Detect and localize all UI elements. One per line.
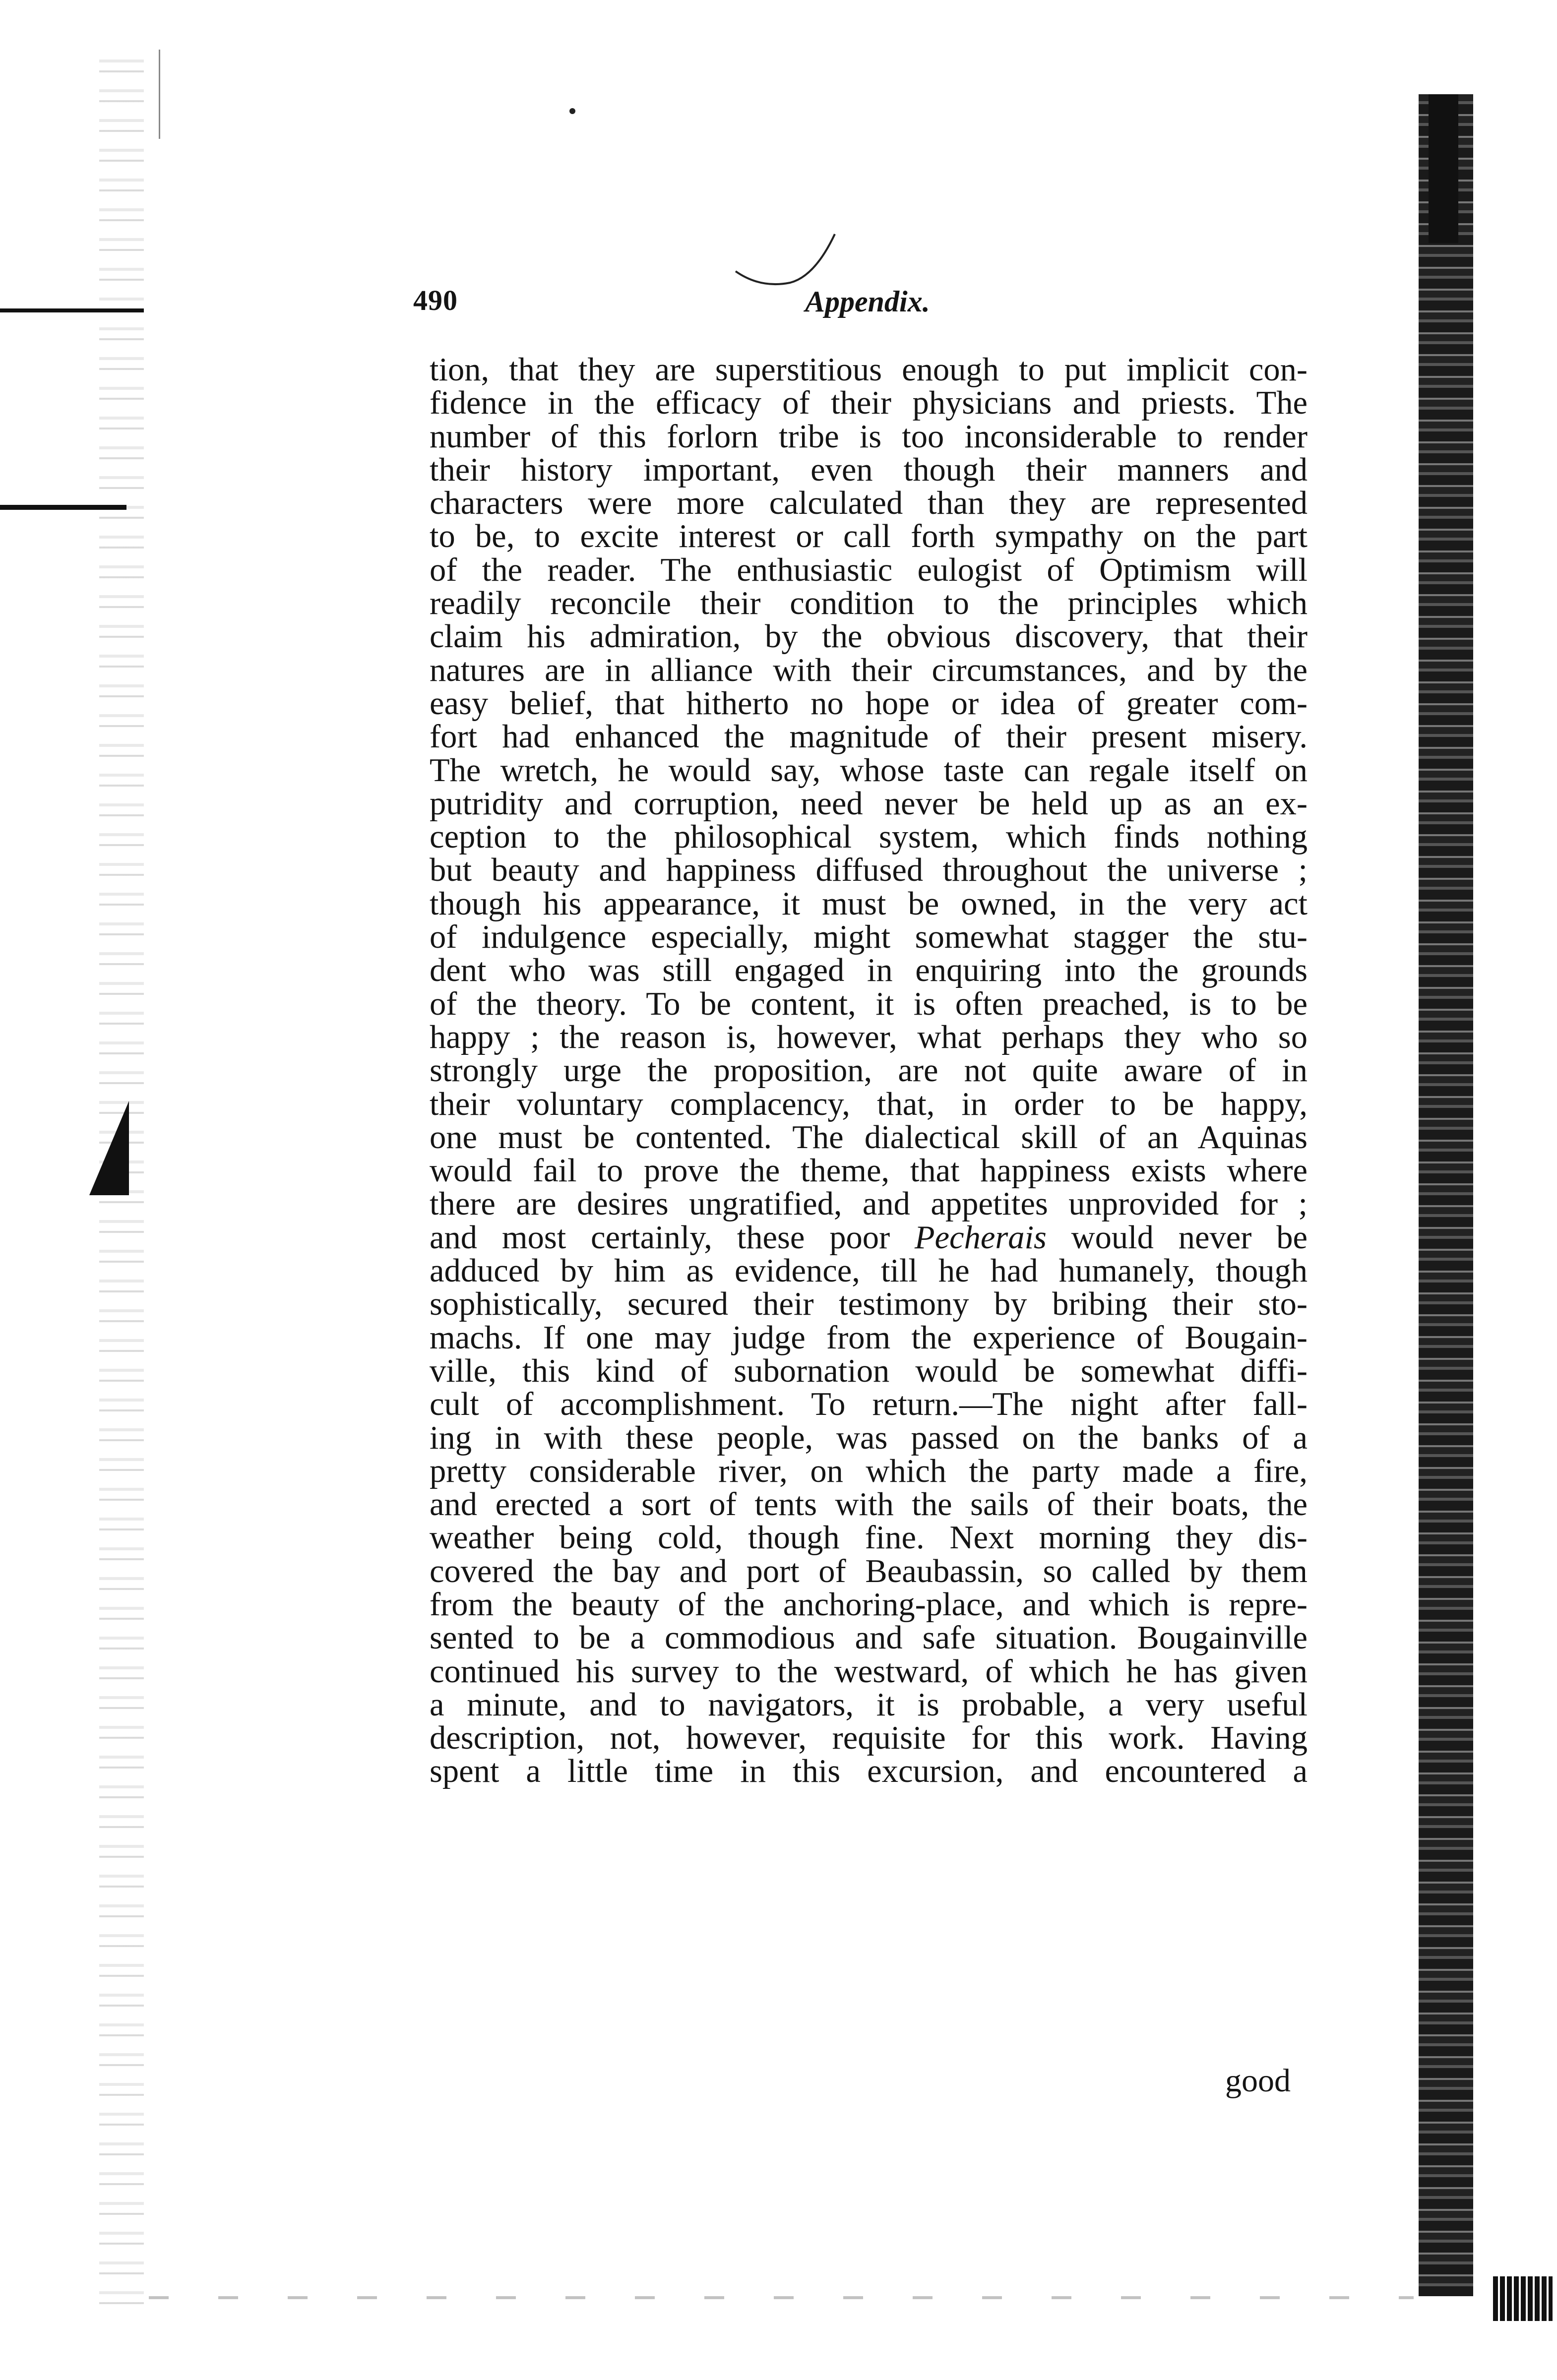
text-line: their voluntary complacency, that, in order to be happy, <box>430 1086 1308 1122</box>
scan-page-edge <box>1419 94 1473 2296</box>
text-line: spent a little time in this excursion, and encountered a <box>430 1753 1308 1790</box>
text-line: covered the bay and port of Beaubassin, so called by them <box>430 1553 1308 1589</box>
text-line: and most certainly, these poor Pecherais would never be <box>430 1219 1308 1256</box>
text-line: of indulgence especially, might somewhat stagger the stu- <box>430 919 1308 956</box>
scan-mark <box>89 1101 129 1195</box>
text-line: The wretch, he would say, whose taste can regale itself on <box>430 752 1308 789</box>
text-line: one must be contented. The dialectical skill of an Aquinas <box>430 1119 1308 1156</box>
text-line: ing in with these people, was passed on the banks of a <box>430 1419 1308 1456</box>
text-line: of the theory. To be content, it is often preached, is to be <box>430 985 1308 1022</box>
text-line: but beauty and happiness diffused throughout the universe ; <box>430 852 1308 889</box>
text-line: pretty considerable river, on which the party made a fire, <box>430 1453 1308 1489</box>
scan-bottom-noise <box>149 2296 1414 2299</box>
text-line: and erected a sort of tents with the sails of their boats, the <box>430 1486 1308 1523</box>
text-line: putridity and corruption, need never be held up as an ex- <box>430 785 1308 822</box>
text-line: readily reconcile their condition to the principles which <box>430 585 1308 622</box>
text-line: strongly urge the proposition, are not quite aware of in <box>430 1052 1308 1089</box>
text-line: weather being cold, though fine. Next morning they dis- <box>430 1520 1308 1556</box>
italic-word: Pecherais <box>914 1219 1047 1256</box>
text-line: fort had enhanced the magnitude of their present misery. <box>430 719 1308 755</box>
text-line: to be, to excite interest or call forth sympathy on the part <box>430 518 1308 555</box>
scan-mark <box>1493 2276 1553 2321</box>
scan-rule <box>0 505 126 510</box>
text-line: description, not, however, requisite for this work. Having <box>430 1720 1308 1757</box>
text-line: adduced by him as evidence, till he had humanely, though <box>430 1253 1308 1289</box>
text-line: a minute, and to navigators, it is probable, a very useful <box>430 1686 1308 1723</box>
running-head: Appendix. <box>805 285 930 318</box>
text-line: fidence in the efficacy of their physicians and priests. The <box>430 385 1308 422</box>
text-line: machs. If one may judge from the experience of Bougain- <box>430 1319 1308 1356</box>
body-text <box>430 353 1308 1788</box>
text-line: easy belief, that hitherto no hope or idea of greater com- <box>430 685 1308 722</box>
scan-edge-line <box>159 50 160 139</box>
text-line: cult of accomplishment. To return.—The night after fall- <box>430 1386 1308 1423</box>
text-line: sented to be a commodious and safe situation. Bougainville <box>430 1620 1308 1656</box>
text-line: there are desires ungratified, and appetites unprovided for ; <box>430 1186 1308 1222</box>
text-line: of the reader. The enthusiastic eulogist of Optimism will <box>430 551 1308 588</box>
text-line: sophistically, secured their testimony by bribing their sto- <box>430 1286 1308 1323</box>
text-line: claim his admiration, by the obvious discovery, that their <box>430 618 1308 655</box>
text-line: number of this forlorn tribe is too inconsiderable to render <box>430 418 1308 455</box>
scan-rule <box>0 308 144 312</box>
scan-dot <box>569 108 575 114</box>
text-line: from the beauty of the anchoring-place, and which is repre- <box>430 1586 1308 1623</box>
text-line: though his appearance, it must be owned, in the very act <box>430 885 1308 922</box>
catchword: good <box>1225 2063 1291 2099</box>
text-line: ville, this kind of subornation would be somewhat diffi- <box>430 1352 1308 1389</box>
scan-page-edge <box>1429 94 1458 243</box>
text-line: tion, that they are superstitious enough to put implicit con- <box>430 352 1308 388</box>
page-header <box>413 284 1321 328</box>
text-line: dent who was still engaged in enquiring into the grounds <box>430 952 1308 989</box>
text-line: natures are in alliance with their circumstances, and by the <box>430 652 1308 688</box>
page-number: 490 <box>413 284 458 316</box>
text-line: would fail to prove the theme, that happiness exists where <box>430 1153 1308 1189</box>
text-line: continued his survey to the westward, of which he has given <box>430 1653 1308 1690</box>
text-line: happy ; the reason is, however, what perhaps they who so <box>430 1019 1308 1055</box>
text-line: their history important, even though their manners and <box>430 451 1308 488</box>
text-line: ception to the philosophical system, which finds nothing <box>430 819 1308 855</box>
text-line: characters were more calculated than they are represented <box>430 485 1308 522</box>
